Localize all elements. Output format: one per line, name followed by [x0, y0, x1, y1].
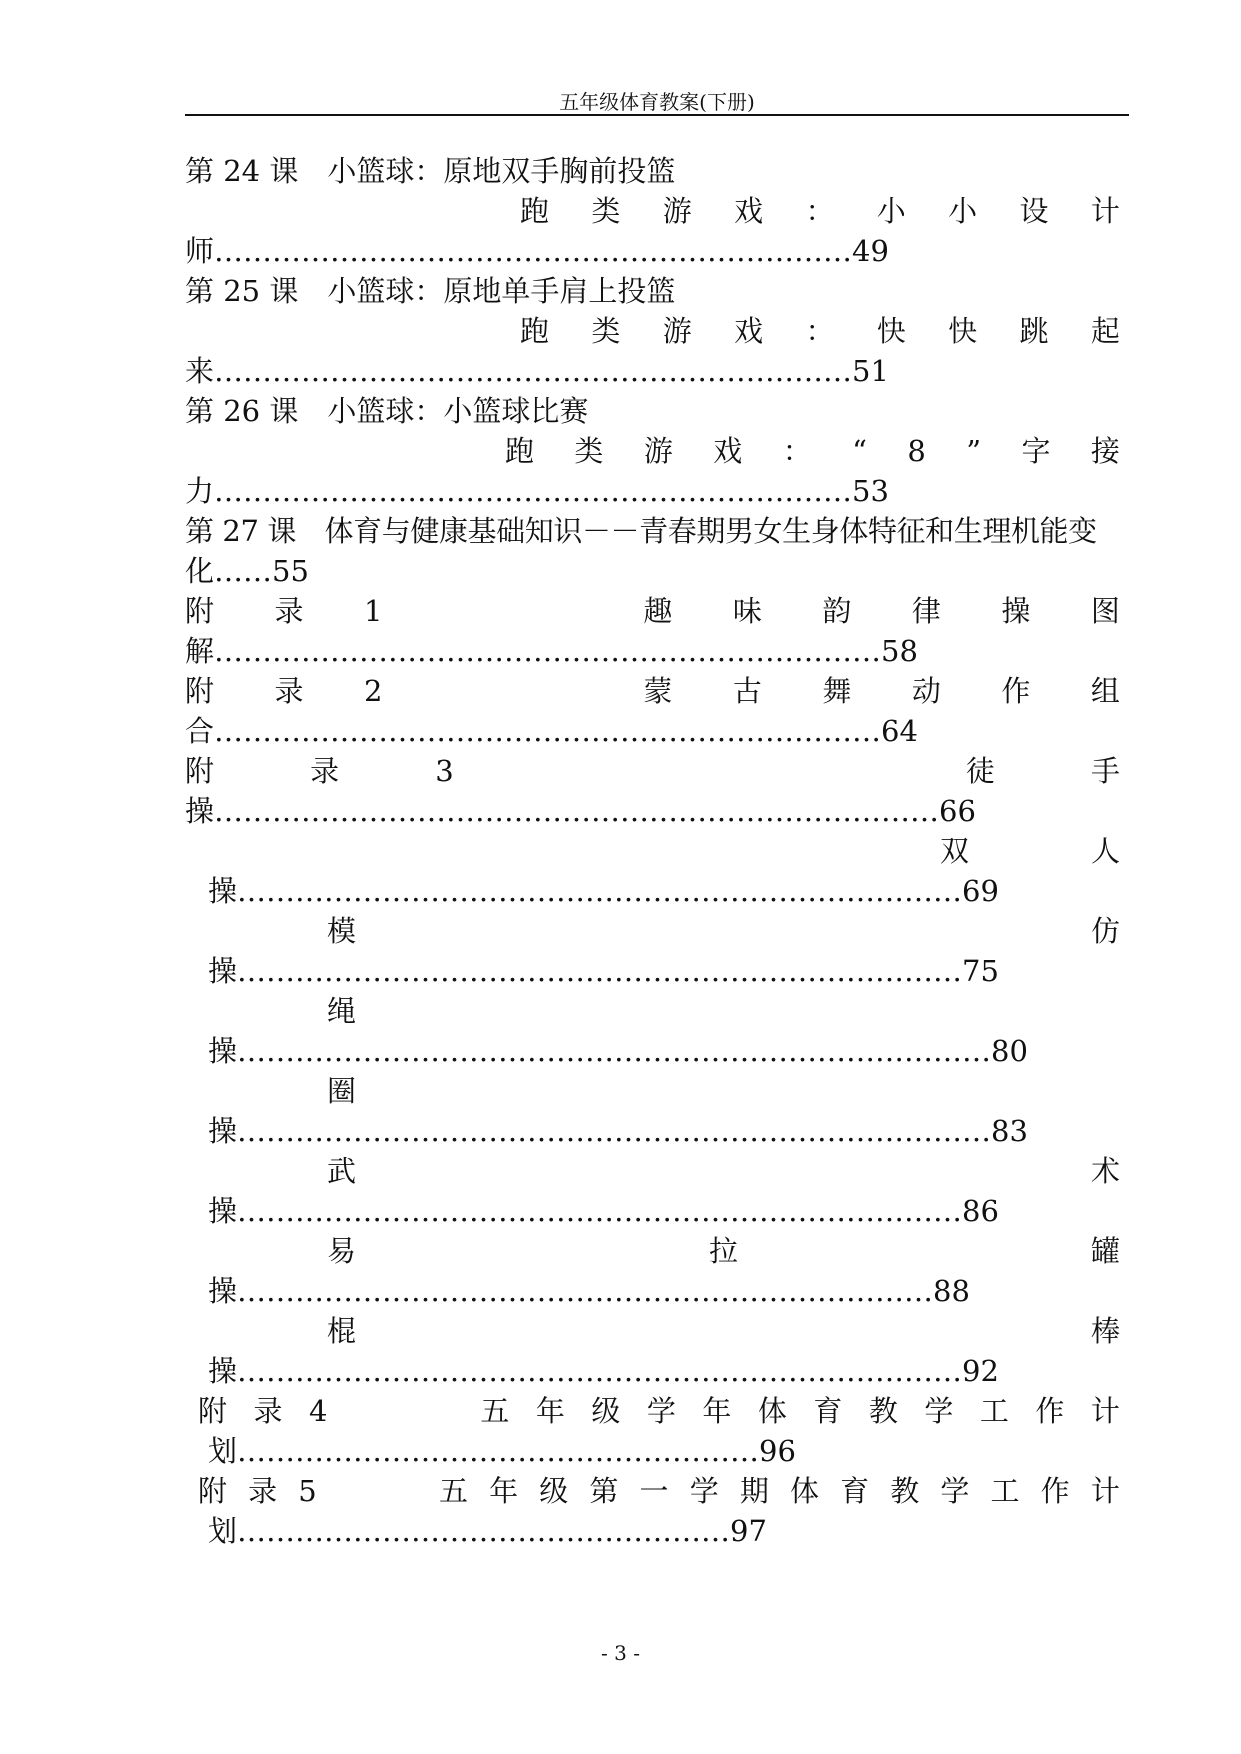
toc-char: 期	[739, 1474, 769, 1508]
toc-line-appendix-2-page: 合……………………………………………………………64	[185, 714, 918, 748]
toc-char: 录	[274, 674, 304, 708]
toc-char: 学	[646, 1394, 676, 1428]
toc-char: 2	[364, 674, 383, 708]
running-header: 五年级体育教案(下册)	[559, 90, 755, 114]
toc-char: 第	[589, 1474, 619, 1508]
toc-char: 年	[702, 1394, 732, 1428]
toc-char: 一	[639, 1474, 669, 1508]
toc-char: 育	[813, 1394, 843, 1428]
toc-char: 戏	[734, 194, 764, 228]
toc-char: 戏	[734, 314, 764, 348]
toc-char: 戏	[713, 434, 743, 468]
toc-line-stick-exercise	[327, 1314, 1120, 1348]
toc-char: 蒙	[643, 674, 673, 708]
toc-char: 类	[591, 314, 621, 348]
toc-char: 棍	[327, 1314, 357, 1348]
toc-char: 武	[327, 1154, 357, 1188]
toc-char: 作	[1001, 674, 1031, 708]
toc-line-appendix-5-page: 划……………………………………………97	[208, 1514, 767, 1548]
toc-char: 韵	[822, 594, 852, 628]
toc-line-appendix-3	[185, 754, 1120, 788]
toc-char: 计	[1090, 194, 1120, 228]
toc-line-lesson-26-page: 力…………………………………………………………53	[185, 474, 889, 508]
toc-char: 味	[732, 594, 762, 628]
toc-char: 罐	[1090, 1234, 1120, 1268]
toc-line-pair-exercise	[940, 834, 1120, 868]
toc-line-lesson-25-game	[520, 314, 1120, 348]
toc-char: 作	[1040, 1474, 1070, 1508]
toc-char: 趣	[643, 594, 673, 628]
toc-char: 舞	[822, 674, 852, 708]
toc-char: 跳	[1019, 314, 1049, 348]
toc-line-can-exercise	[327, 1234, 1120, 1268]
toc-line-lesson-26: 第 26 课 小篮球：小篮球比赛	[185, 394, 589, 428]
toc-char: 3	[435, 754, 454, 788]
toc-char: 组	[1090, 674, 1120, 708]
toc-char: 接	[1090, 434, 1120, 468]
toc-char: 动	[911, 674, 941, 708]
toc-char: 附	[185, 594, 215, 628]
toc-line-martial-exercise-page: 操…………………………………………………………………86	[208, 1194, 999, 1228]
toc-line-appendix-1-page: 解……………………………………………………………58	[185, 634, 918, 668]
toc-line-appendix-4	[198, 1394, 1120, 1428]
toc-char: 附	[185, 754, 215, 788]
toc-char: 类	[574, 434, 604, 468]
toc-char: ：	[805, 194, 835, 228]
toc-line-lesson-27: 第 27 课 体育与健康基础知识－－青春期男女生身体特征和生理机能变	[185, 514, 1097, 548]
toc-char: 徒	[965, 754, 995, 788]
toc-line-can-exercise-page: 操………………………………………………………………88	[208, 1274, 970, 1308]
toc-char: ：	[782, 434, 812, 468]
toc-char: 体	[789, 1474, 819, 1508]
toc-line-lesson-26-game	[505, 434, 1120, 468]
toc-char: 设	[1019, 194, 1049, 228]
toc-line-imitation-exercise	[327, 914, 1120, 948]
toc-char: 起	[1090, 314, 1120, 348]
toc-line-lesson-25: 第 25 课 小篮球：原地单手肩上投篮	[185, 274, 676, 308]
page-number: - 3 -	[601, 1641, 640, 1665]
toc-char: 字	[1021, 434, 1051, 468]
toc-char: 术	[1090, 1154, 1120, 1188]
toc-line-lesson-24: 第 24 课 小篮球：原地双手胸前投篮	[185, 154, 676, 188]
toc-char: 4	[309, 1394, 328, 1428]
toc-char: 教	[890, 1474, 920, 1508]
toc-line-stick-exercise-page: 操…………………………………………………………………92	[208, 1354, 999, 1388]
toc-char: ：	[805, 314, 835, 348]
toc-char: 手	[1090, 754, 1120, 788]
toc-char: 录	[253, 1394, 283, 1428]
toc-char: 人	[1090, 834, 1120, 868]
toc-char: 学	[924, 1394, 954, 1428]
toc-char: 律	[911, 594, 941, 628]
header-rule	[185, 114, 1129, 116]
toc-line-appendix-2	[185, 674, 1120, 708]
toc-char: 录	[310, 754, 340, 788]
toc-char: 棒	[1090, 1314, 1120, 1348]
toc-char: 工	[990, 1474, 1020, 1508]
toc-line-lesson-25-page: 来…………………………………………………………51	[185, 354, 889, 388]
toc-char: 育	[840, 1474, 870, 1508]
toc-char: 年	[535, 1394, 565, 1428]
toc-char: 级	[591, 1394, 621, 1428]
toc-char: 易	[327, 1234, 357, 1268]
toc-char: 类	[591, 194, 621, 228]
toc-char: 附	[198, 1474, 228, 1508]
toc-char: 工	[979, 1394, 1009, 1428]
toc-char: 双	[940, 834, 970, 868]
toc-char: 古	[732, 674, 762, 708]
toc-line-appendix-5	[198, 1474, 1120, 1508]
toc-char: 五	[438, 1474, 468, 1508]
toc-line-lesson-24-game	[520, 194, 1120, 228]
toc-char: 游	[643, 434, 673, 468]
toc-line-pair-exercise-page: 操…………………………………………………………………69	[208, 874, 999, 908]
toc-char: 图	[1090, 594, 1120, 628]
toc-char: ”	[966, 434, 982, 468]
toc-line-rope-exercise-page: 操……………………………………………………………………80	[208, 1034, 1028, 1068]
toc-char: 体	[757, 1394, 787, 1428]
toc-char: 游	[662, 194, 692, 228]
toc-char: 学	[940, 1474, 970, 1508]
toc-char: 五	[480, 1394, 510, 1428]
toc-line-rope-exercise: 绳	[327, 994, 357, 1028]
toc-char: 录	[274, 594, 304, 628]
toc-line-appendix-1	[185, 594, 1120, 628]
toc-char: 计	[1090, 1394, 1120, 1428]
toc-char: 1	[364, 594, 383, 628]
toc-line-hoop-exercise-page: 操……………………………………………………………………83	[208, 1114, 1028, 1148]
toc-char: 模	[327, 914, 357, 948]
toc-line-martial-exercise	[327, 1154, 1120, 1188]
toc-char: 附	[185, 674, 215, 708]
toc-line-appendix-3-page: 操…………………………………………………………………66	[185, 794, 976, 828]
toc-char: 游	[662, 314, 692, 348]
toc-char: 年	[489, 1474, 519, 1508]
toc-line-lesson-27-page: 化……55	[185, 554, 309, 588]
toc-char: 作	[1035, 1394, 1065, 1428]
toc-line-hoop-exercise: 圈	[327, 1074, 357, 1108]
toc-char: 跑	[520, 314, 550, 348]
toc-char: 学	[689, 1474, 719, 1508]
toc-line-imitation-exercise-page: 操…………………………………………………………………75	[208, 954, 999, 988]
toc-char: “	[852, 434, 867, 468]
toc-line-lesson-24-page: 师…………………………………………………………49	[185, 234, 889, 268]
toc-char: 5	[298, 1474, 317, 1508]
toc-line-appendix-4-page: 划………………………………………………96	[208, 1434, 796, 1468]
toc-char: 计	[1090, 1474, 1120, 1508]
toc-char: 仿	[1090, 914, 1120, 948]
toc-char: 快	[876, 314, 906, 348]
toc-char: 级	[539, 1474, 569, 1508]
toc-char: 跑	[505, 434, 535, 468]
toc-char: 教	[868, 1394, 898, 1428]
toc-char: 附	[198, 1394, 228, 1428]
toc-char: 快	[948, 314, 978, 348]
toc-char: 录	[248, 1474, 278, 1508]
toc-char: 小	[876, 194, 906, 228]
toc-char: 拉	[708, 1234, 738, 1268]
toc-char: 小	[948, 194, 978, 228]
toc-char: 跑	[520, 194, 550, 228]
toc-char: 8	[907, 434, 926, 468]
toc-char: 操	[1001, 594, 1031, 628]
